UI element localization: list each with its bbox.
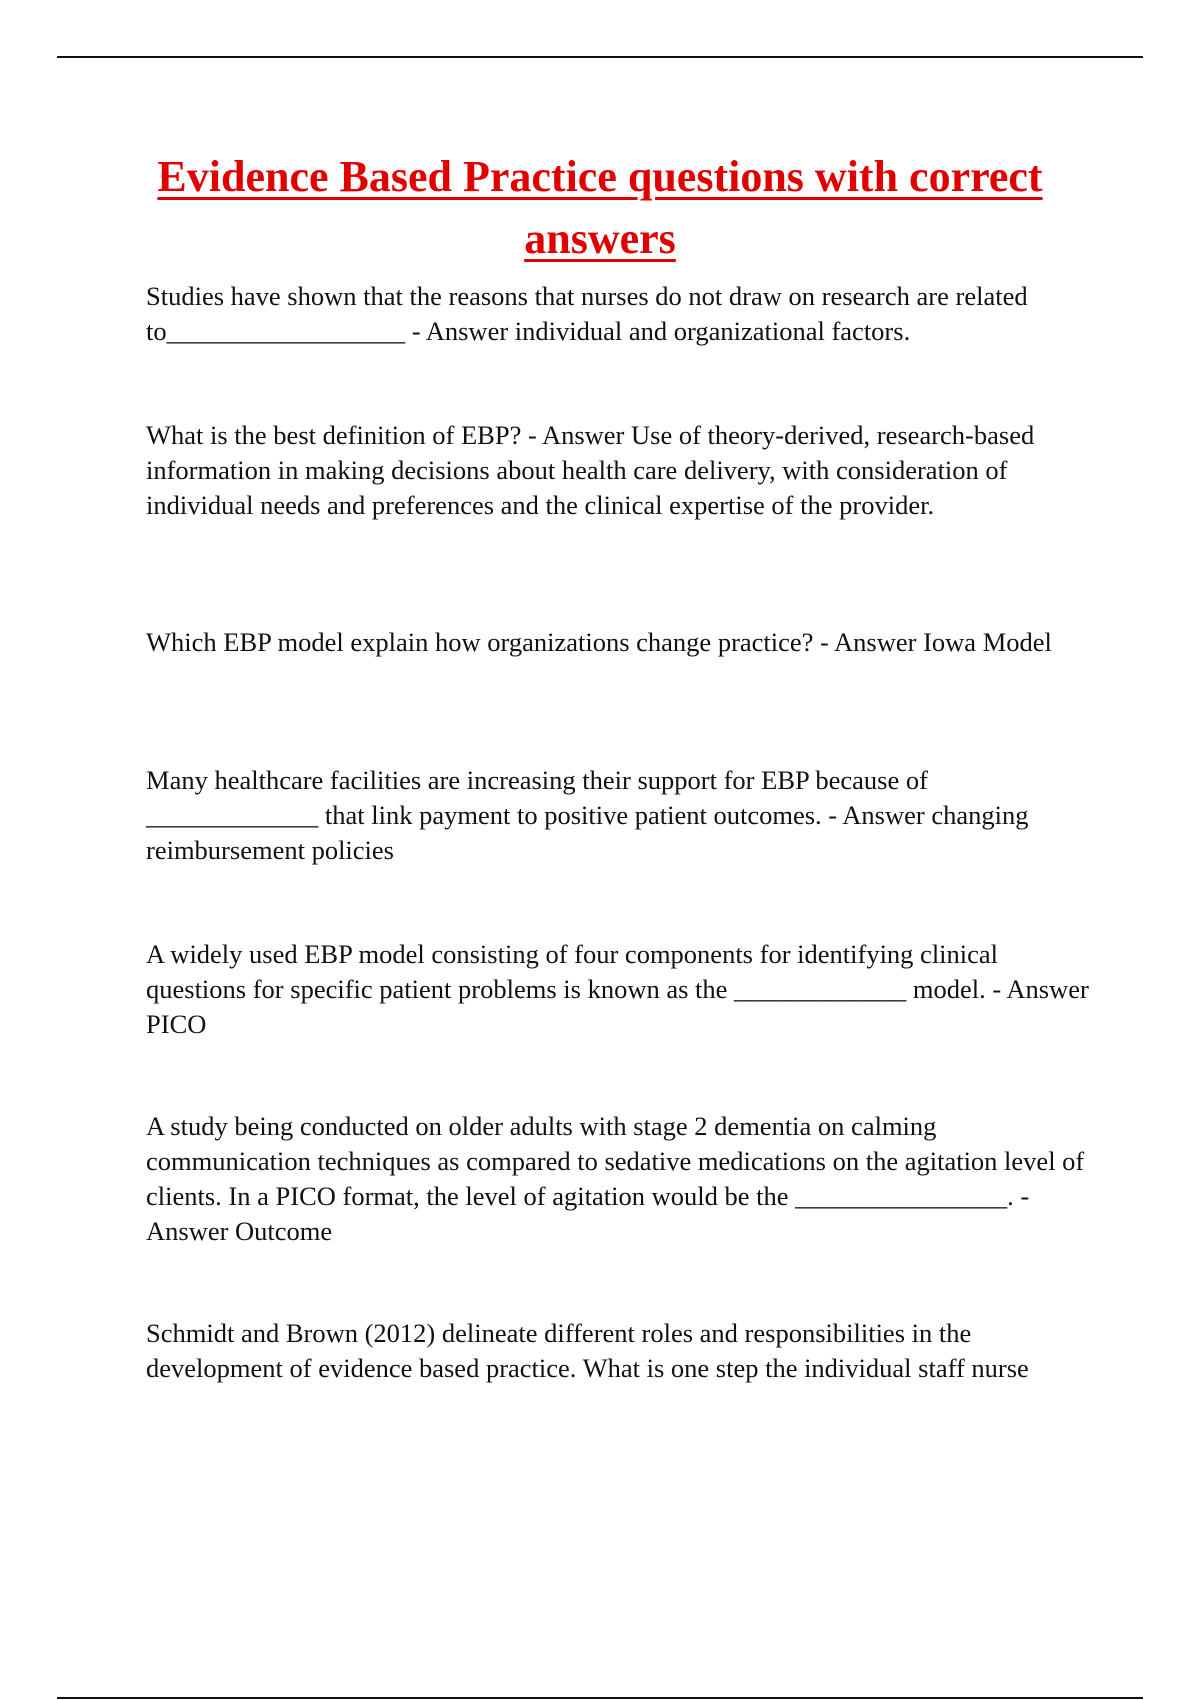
qa-item-4: Many healthcare facilities are increasing their support for EBP because of _____________ that link payment to positive patient outcomes. - Answer changing reimbursement policies xyxy=(146,765,1029,865)
qa-item-2: What is the best definition of EBP? - Answer Use of theory-derived, research-based information in making decisions about health care delivery, with consideration of individual needs and preferences and the clinical expertise of the provider. xyxy=(146,420,1035,520)
qa-item-6: A study being conducted on older adults with stage 2 dementia on calming communication techniques as compared to sedative medications on the agitation level of clients. In a PICO format, the level of agitation would be the ________________. - Answer Outcome xyxy=(146,1111,1085,1246)
top-rule xyxy=(57,56,1143,58)
qa-item-3: Which EBP model explain how organizations change practice? - Answer Iowa Model xyxy=(146,627,1052,657)
qa-item-5: A widely used EBP model consisting of four components for identifying clinical questions for specific patient problems is known as the _____________ model. - Answer PICO xyxy=(146,939,1089,1039)
qa-item-1: Studies have shown that the reasons that nurses do not draw on research are related to__________________ - Answer individual and organizational factors. xyxy=(146,281,1028,346)
document-title: Evidence Based Practice questions with correct answers xyxy=(157,152,1043,263)
bottom-rule xyxy=(57,1697,1143,1699)
qa-item-7: Schmidt and Brown (2012) delineate different roles and responsibilities in the development of evidence based practice. What is one step the individual staff nurse xyxy=(146,1318,1029,1383)
